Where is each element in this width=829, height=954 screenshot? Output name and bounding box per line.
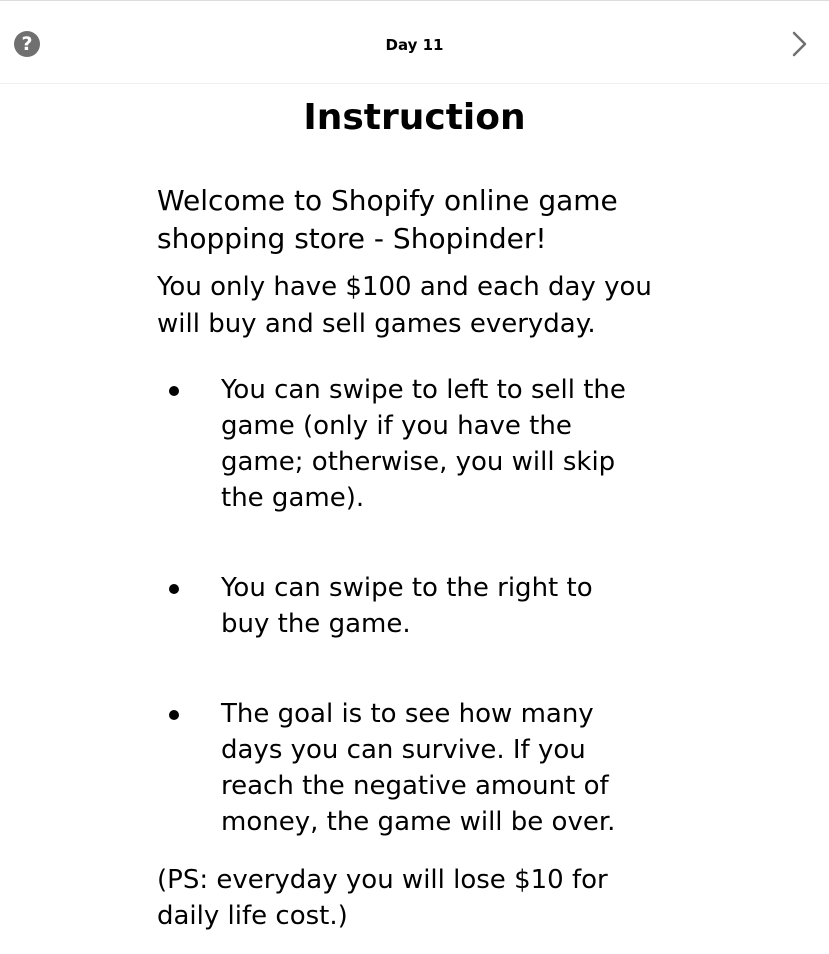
bullet-icon <box>169 584 179 594</box>
welcome-text: Welcome to Shopify online game shopping store - Shopinder! <box>157 184 618 255</box>
page-title: Instruction <box>303 97 526 138</box>
bullet-icon <box>169 386 179 396</box>
rule-text: You can swipe to left to sell the game (only if you have the game; otherwise, you will skip the game). <box>221 375 626 513</box>
day-counter: Day 11 <box>385 36 444 54</box>
bullet-icon <box>169 710 179 720</box>
rule-text: The goal is to see how many days you can survive. If you reach the negative amount of money, the game will be over. <box>221 699 616 837</box>
chevron-right-icon[interactable] <box>786 29 814 59</box>
intro-text: You only have $100 and each day you will buy and sell games everyday. <box>157 272 652 339</box>
chevron-right-icon-graphic <box>786 29 814 59</box>
top-bar <box>0 0 829 84</box>
ps-note: (PS: everyday you will lose $10 for daily life cost.) <box>157 865 608 931</box>
help-question-icon[interactable]: ? <box>14 31 40 57</box>
rule-text: You can swipe to the right to buy the game. <box>221 573 593 639</box>
